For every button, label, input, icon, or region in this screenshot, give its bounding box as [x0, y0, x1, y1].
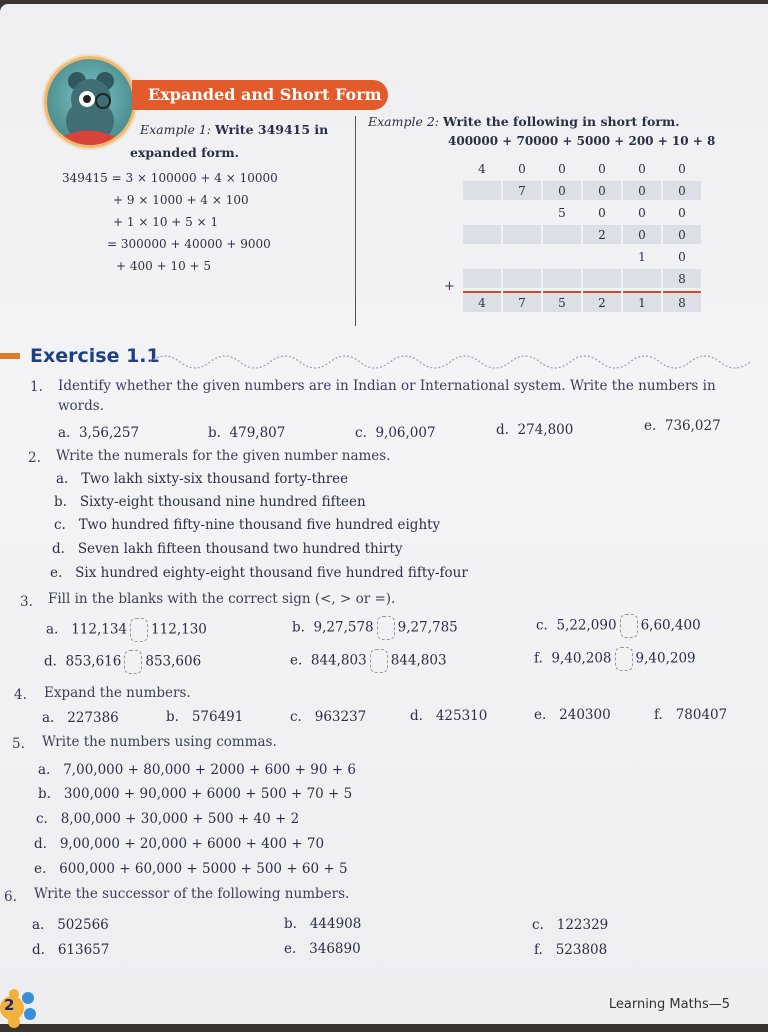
- grid-cell: 0: [678, 205, 686, 220]
- q3-d-label: d.: [44, 653, 57, 670]
- q1-e-label: e.: [644, 418, 657, 434]
- q3-c-right: 6,60,400: [640, 617, 701, 634]
- q2-e-label: e.: [50, 565, 63, 581]
- q1-c-label: c.: [355, 425, 367, 441]
- grid-cell: 0: [663, 225, 701, 244]
- grid-cell: 0: [678, 161, 686, 176]
- wavy-line: [150, 344, 765, 374]
- q6-d-value: 613657: [57, 942, 110, 958]
- grid-cell: 4: [478, 161, 486, 176]
- q2-c-value: Two hundred fifty-nine thousand five hundred eighty: [78, 517, 441, 533]
- book-title: Learning Maths—5: [608, 997, 730, 1012]
- q3-b-left: 9,27,578: [313, 619, 374, 636]
- result-cell: 2: [583, 291, 621, 312]
- q3-number: 3.: [20, 594, 33, 610]
- example2-text: Write the following in short form.: [443, 114, 680, 129]
- q1-c-value: 9,06,007: [375, 425, 436, 441]
- grid-cell: 0: [518, 161, 526, 176]
- example1-line-5: + 400 + 10 + 5: [116, 259, 212, 273]
- q2-e-value: Six hundred eighty-eight thousand five hundred fifty-four: [75, 565, 468, 581]
- grid-cell: [503, 203, 541, 222]
- q6-a-value: 502566: [57, 917, 109, 933]
- q6-b-value: 444908: [309, 916, 362, 932]
- q3-a-label: a.: [46, 621, 59, 638]
- grid-cell: 2: [583, 225, 621, 244]
- q3-f-right: 9,40,209: [635, 650, 696, 667]
- q4-f-value: 780407: [675, 707, 728, 723]
- q5-e-value: 600,000 + 60,000 + 5000 + 500 + 60 + 5: [59, 861, 348, 877]
- q3-c-blank[interactable]: [620, 614, 638, 638]
- grid-row: [463, 181, 701, 200]
- q3-c-left: 5,22,090: [556, 617, 617, 634]
- grid-cell: [503, 225, 541, 244]
- q5-d-label: d.: [34, 836, 47, 852]
- grid-row: [463, 247, 701, 266]
- grid-result-row: [463, 291, 701, 312]
- example1-line-1: 349415 = 3 × 100000 + 4 × 10000: [62, 171, 278, 185]
- q2-text: Write the numerals for the given number names.: [56, 448, 391, 464]
- example1-line-4: = 300000 + 40000 + 9000: [107, 237, 271, 251]
- q2-d-value: Seven lakh fifteen thousand two hundred thirty: [77, 541, 403, 557]
- q5-b-value: 300,000 + 90,000 + 6000 + 500 + 70 + 5: [63, 786, 353, 802]
- result-cell: 8: [663, 291, 701, 312]
- q1-d-value: 274,800: [517, 422, 574, 438]
- q1-a-value: 3,56,257: [78, 425, 140, 441]
- grid-cell: 0: [678, 249, 686, 264]
- divider: [355, 116, 356, 326]
- q4-d-value: 425310: [435, 708, 488, 724]
- grid-cell: [583, 247, 621, 266]
- q2-number: 2.: [28, 450, 41, 466]
- q2-d-label: d.: [52, 541, 65, 557]
- grid-cell: 0: [558, 161, 566, 176]
- q3-b-blank[interactable]: [377, 616, 395, 640]
- grid-cell: 0: [663, 181, 701, 200]
- q4-a-label: a.: [42, 710, 55, 726]
- q5-c-label: c.: [36, 811, 48, 827]
- q4-b-value: 576491: [191, 709, 244, 725]
- grid-cell: [543, 247, 581, 266]
- q3-d-blank[interactable]: [124, 650, 142, 674]
- q4-text: Expand the numbers.: [44, 685, 191, 701]
- grid-cell: 0: [623, 225, 661, 244]
- exercise-title: Exercise 1.1: [30, 345, 160, 367]
- q3-a-blank[interactable]: [130, 618, 148, 642]
- q3-text: Fill in the blanks with the correct sign (<, > or =).: [48, 591, 396, 607]
- result-cell: 1: [623, 291, 661, 312]
- q5-a-label: a.: [38, 762, 51, 778]
- q3-e-blank[interactable]: [370, 649, 388, 673]
- grid-cell: [503, 269, 541, 288]
- result-cell: 5: [543, 291, 581, 312]
- q2-b-value: Sixty-eight thousand nine hundred fifteen: [79, 494, 366, 510]
- plus-sign: +: [444, 279, 455, 294]
- q6-c-label: c.: [532, 917, 544, 933]
- q4-f-label: f.: [654, 707, 663, 723]
- q1-b-value: 479,807: [229, 425, 286, 441]
- q4-c-value: 963237: [314, 709, 367, 725]
- example2-label: Example 2:: [368, 114, 440, 129]
- grid-cell: [463, 247, 501, 266]
- example1-text: Write 349415 in: [215, 122, 329, 137]
- grid-cell: [463, 225, 501, 244]
- q6-number: 6.: [4, 889, 17, 905]
- q6-f-label: f.: [534, 942, 543, 958]
- grid-cell: 0: [638, 161, 646, 176]
- result-cell: 4: [463, 291, 501, 312]
- q1-a-label: a.: [58, 425, 71, 441]
- q3-e-left: 844,803: [310, 652, 367, 669]
- grid-row: [463, 203, 701, 222]
- example1-line-2: + 9 × 1000 + 4 × 100: [113, 193, 249, 207]
- grid-cell: [543, 225, 581, 244]
- grid-cell: [623, 269, 661, 288]
- q3-e-right: 844,803: [390, 652, 447, 669]
- example1-heading: [140, 122, 350, 137]
- q4-d-label: d.: [410, 708, 423, 724]
- q3-d-left: 853,616: [65, 653, 122, 670]
- q4-e-value: 240300: [559, 707, 611, 723]
- q5-text: Write the numbers using commas.: [42, 734, 277, 750]
- q5-e-label: e.: [34, 861, 47, 877]
- q4-a-value: 227386: [67, 710, 119, 726]
- q6-d-label: d.: [32, 942, 45, 958]
- q3-b-right: 9,27,785: [397, 619, 458, 636]
- q6-text: Write the successor of the following numbers.: [34, 886, 350, 902]
- q3-c-label: c.: [536, 617, 548, 634]
- grid-row: [463, 225, 701, 244]
- q1-e-value: 736,027: [664, 418, 721, 434]
- q3-d-right: 853,606: [145, 653, 202, 670]
- q3-a-left: 112,134: [71, 621, 128, 638]
- q5-d-value: 9,00,000 + 20,000 + 6000 + 400 + 70: [59, 836, 325, 852]
- grid-row: [463, 269, 701, 288]
- textbook-page: [0, 4, 768, 1024]
- q1-text: Identify whether the given numbers are in Indian or International system. Write the numbers in words.: [58, 378, 716, 414]
- q1-b-label: b.: [208, 425, 221, 441]
- grid-cell: [543, 269, 581, 288]
- grid-cell: 0: [638, 205, 646, 220]
- q3-f-label: f.: [534, 650, 543, 667]
- q2-a-label: a.: [56, 471, 69, 487]
- example1-line-3: + 1 × 10 + 5 × 1: [113, 215, 219, 229]
- q3-b-label: b.: [292, 619, 305, 636]
- example1-label: Example 1:: [140, 122, 212, 137]
- q2-a-value: Two lakh sixty-six thousand forty-three: [81, 471, 349, 487]
- q4-number: 4.: [14, 687, 27, 703]
- q2-b-label: b.: [54, 494, 67, 510]
- grid-cell: [463, 269, 501, 288]
- example2-heading: [368, 114, 680, 129]
- q5-a-value: 7,00,000 + 80,000 + 2000 + 600 + 90 + 6: [63, 762, 356, 778]
- grid-cell: 0: [623, 181, 661, 200]
- q2-c-label: c.: [54, 517, 66, 533]
- grid-cell: 0: [583, 181, 621, 200]
- grid-cell: 0: [598, 161, 606, 176]
- q4-e-label: e.: [534, 707, 547, 723]
- section-banner: Expanded and Short Form: [132, 80, 388, 110]
- grid-cell: 5: [558, 205, 566, 220]
- q4-c-label: c.: [290, 709, 302, 725]
- q4-b-label: b.: [166, 709, 179, 725]
- grid-row: [463, 159, 701, 178]
- q1-d-label: d.: [496, 422, 509, 438]
- grid-cell: [463, 181, 501, 200]
- q3-a-right: 112,130: [151, 621, 207, 638]
- grid-cell: 1: [638, 249, 646, 264]
- mascot-illustration: [44, 56, 136, 148]
- grid-cell: 7: [503, 181, 541, 200]
- q6-b-label: b.: [284, 916, 297, 932]
- grid-cell: [463, 203, 501, 222]
- q6-f-value: 523808: [555, 942, 608, 958]
- example2-expression: 400000 + 70000 + 5000 + 200 + 10 + 8: [448, 134, 716, 148]
- q3-f-left: 9,40,208: [551, 650, 612, 667]
- q5-number: 5.: [12, 736, 25, 752]
- grid-cell: 0: [543, 181, 581, 200]
- page-number: 2: [4, 996, 15, 1014]
- q6-e-label: e.: [284, 941, 297, 957]
- q6-a-label: a.: [32, 917, 45, 933]
- q5-b-label: b.: [38, 786, 51, 802]
- grid-cell: [503, 247, 541, 266]
- grid-cell: 0: [598, 205, 606, 220]
- grid-cell: 8: [663, 269, 701, 288]
- q6-c-value: 122329: [556, 917, 609, 933]
- example1-text2: expanded form.: [130, 145, 239, 160]
- result-cell: 7: [503, 291, 541, 312]
- grid-cell: [583, 269, 621, 288]
- q1-number: 1.: [30, 379, 43, 395]
- place-value-grid: [461, 156, 703, 315]
- q5-c-value: 8,00,000 + 30,000 + 500 + 40 + 2: [60, 811, 300, 827]
- exercise-bar: [0, 353, 20, 359]
- q3-e-label: e.: [290, 652, 303, 669]
- q6-e-value: 346890: [309, 941, 361, 957]
- q3-f-blank[interactable]: [615, 647, 633, 671]
